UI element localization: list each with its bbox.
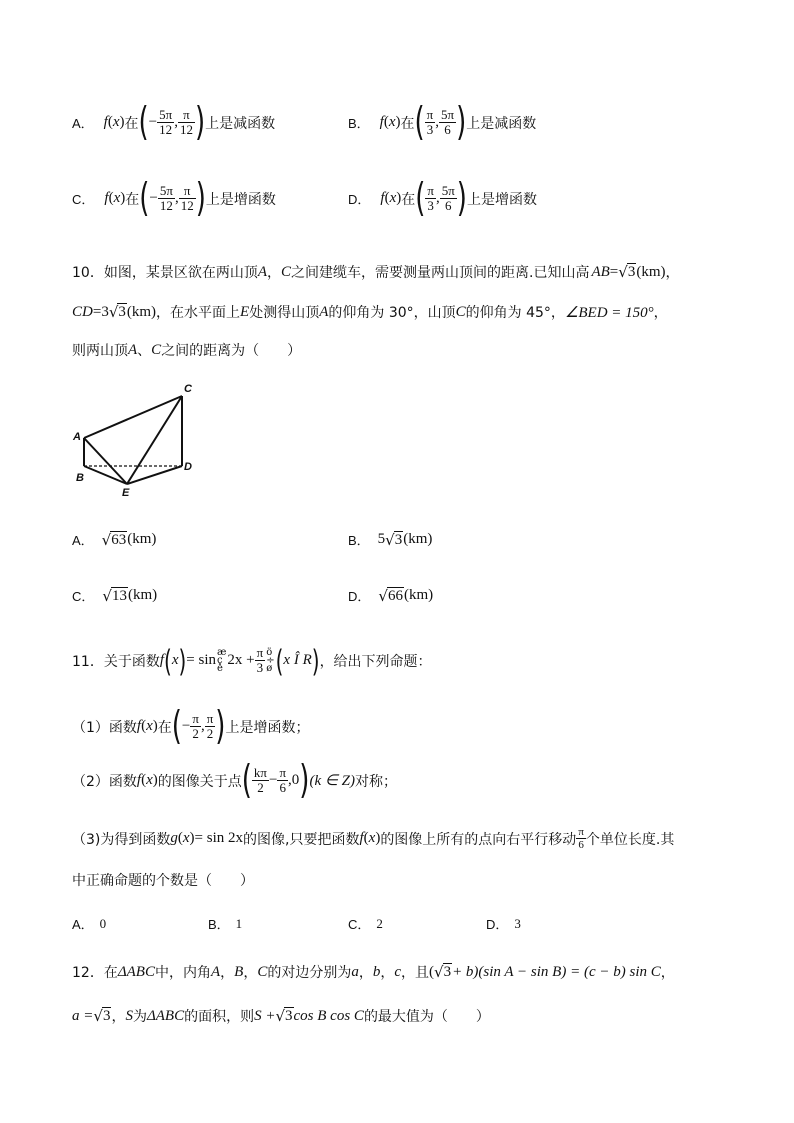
q9-option-d[interactable]: D． f ( x ) 在 ( $\frac{\pi}{3}$ , $\frac{5\pi}{6}$ ) 上是增函数 <box>348 176 537 221</box>
text: 个单位长度.其 <box>585 831 675 848</box>
radicand: 66 <box>387 587 403 604</box>
text: 的图像上所有的点向右平行移动 <box>380 831 577 848</box>
fraction: $\frac{5\pi}{6}$ <box>441 183 455 213</box>
text: （3)为得到函数 <box>72 831 171 848</box>
text: 12．在 <box>72 965 118 981</box>
q11-proposition-3: （3)为得到函数 g ( x ) = sin 2x 的图像,只要把函数 f ( x ) 的图像上所有的点向右平行移动 $\frac{\pi}{6}$ 个单位长度.其 <box>72 826 675 851</box>
mountain-figure <box>70 378 220 503</box>
text: 在 <box>400 115 415 132</box>
var: f <box>159 652 164 668</box>
option-letter: D． <box>348 192 371 207</box>
text: 则两山顶 <box>72 343 128 359</box>
q10-option-d[interactable]: D． √ 66 (km) <box>348 586 434 605</box>
text: 之间的距离为（ ） <box>161 343 302 359</box>
q12-line1: 12．在 ΔABC 中，内角 A ， B ， C 的对边分别为 a ， b ， c ，且 ( √ 3 + b)(sin A − sin B) = (c − b) sin C ， <box>72 963 675 981</box>
text: 为 <box>132 1009 147 1025</box>
text: 的最大值为（ ） <box>363 1009 490 1025</box>
q9-option-a[interactable]: A． f ( x ) 在 ( − $\frac{5\pi}{12}$ , $\frac{\pi}{12}$ ) 上是减函数 <box>72 100 276 145</box>
fraction: $\frac{\pi}{3}$ <box>427 183 434 213</box>
q11-option-c[interactable]: C． 2 <box>348 915 383 932</box>
text: ，且 <box>401 965 429 981</box>
q12-line2: a = √ 3 ， S 为 ΔABC 的面积，则 S + √ 3 cos B cos C 的最大值为（ ） <box>72 1007 490 1025</box>
angle: ∠BED = 150° <box>564 304 654 321</box>
coef: 3 <box>101 303 109 320</box>
label-a: A <box>73 431 81 443</box>
q11-line-last: 中正确命题的个数是（ ） <box>72 873 254 889</box>
q11-stem: 11．关于函数 f ( x ) = sin æ ç è 2x + $\frac{\pi}{3}$ ö ÷ ø ( x Î R ) ，给出下列命题： <box>72 642 432 679</box>
q10-option-a[interactable]: A． √ 63 (km) <box>72 530 157 549</box>
unit: (km) <box>127 531 157 547</box>
text: 11．关于函数 <box>72 653 160 670</box>
text: （1）函数 <box>72 719 137 736</box>
text: 的图像,只要把函数 <box>243 831 360 848</box>
var: x <box>113 190 121 206</box>
triangle: ΔABC <box>117 963 155 980</box>
q10-line2: CD = 3 √ 3 (km) ，在水平面上 E 处测得山顶 A 的仰角为 30°，山顶 C 的仰角为 45°， ∠BED = 150° ， <box>72 303 668 321</box>
text: ，在水平面上 <box>156 305 241 321</box>
option-letter: B． <box>348 533 370 548</box>
text: = <box>609 263 619 280</box>
fraction: $\frac{\pi}{3}$ <box>256 645 264 675</box>
text: 的仰角为 30°，山顶 <box>328 305 456 321</box>
text: 10．如图，某景区欲在两山顶 <box>72 265 258 281</box>
q10-option-b[interactable]: B． 5 √ 3 (km) <box>348 530 433 549</box>
var: AB <box>591 263 610 280</box>
var: A <box>128 341 138 358</box>
var: E <box>240 303 250 320</box>
var: x <box>389 190 397 206</box>
text: ， <box>653 305 668 321</box>
fraction: $\frac{\pi}{12}$ <box>179 107 193 137</box>
q11-proposition-1: （1）函数 f ( x ) 在 ( − $\frac{\pi}{2}$ , $\frac{\pi}{2}$ ) 上是增函数； <box>72 704 310 749</box>
option-letter: B． <box>348 116 370 131</box>
text: 中，内角 <box>154 965 211 981</box>
label-d: D <box>184 461 192 473</box>
fraction: $\frac{\pi}{12}$ <box>180 183 194 213</box>
text: （2）函数 <box>72 773 137 790</box>
text: 上是增函数； <box>225 719 310 736</box>
var: A <box>319 303 329 320</box>
unit: (km) <box>403 531 433 547</box>
q11-option-d[interactable]: D． 3 <box>486 915 521 932</box>
radicand: 63 <box>111 531 127 548</box>
garbled-paren: ö ÷ ø <box>266 646 275 674</box>
label-c: C <box>184 383 192 395</box>
option-letter: A． <box>72 533 94 548</box>
unit: (km) <box>636 263 666 280</box>
text: 在 <box>124 115 139 132</box>
text: ，给出下列命题： <box>319 653 432 670</box>
radicand: 3 <box>627 264 636 280</box>
fraction: $\frac{\pi}{2}$ <box>192 711 199 741</box>
radicand: 3 <box>118 304 126 320</box>
label-b: B <box>76 472 84 484</box>
unit: (km) <box>127 587 158 603</box>
garbled-paren: æ ç è <box>217 646 227 674</box>
q9-option-b[interactable]: B． f ( x ) 在 ( $\frac{\pi}{3}$ , $\frac{5\pi}{6}$ ) 上是减函数 <box>348 100 537 145</box>
condition: (k ∈ Z) <box>309 773 356 789</box>
text: ， <box>111 1009 126 1025</box>
text: 在 <box>125 191 140 208</box>
text: 上是减函数 <box>205 115 276 132</box>
fraction: $\frac{5\pi}{6}$ <box>441 107 455 137</box>
var: A <box>257 263 267 280</box>
label-e: E <box>122 487 130 499</box>
text: 之间建缆车，需要测量两山顶间的距离.已知山高 <box>291 265 590 281</box>
var: x <box>388 114 396 130</box>
text: 处测得山顶 <box>249 305 320 321</box>
var: CD <box>72 303 93 320</box>
unit: (km) <box>403 587 434 603</box>
coef: 5 <box>377 531 386 547</box>
text: 上是减函数 <box>466 115 537 132</box>
text: 的仰角为 45°， <box>465 305 565 321</box>
func-name: f <box>104 190 109 206</box>
fraction: $\frac{\pi}{6}$ <box>578 826 584 851</box>
text: 上是增函数 <box>205 191 276 208</box>
text: 的对边分别为 <box>267 965 352 981</box>
text: 2x + <box>227 652 255 668</box>
q10-line3 <box>72 340 301 360</box>
fraction: $\frac{5\pi}{12}$ <box>159 183 173 213</box>
q11-proposition-2: （2）函数 f ( x ) 的图像关于点 ( $\frac{k\pi}{2}$ − $\frac{\pi}{6}$ ,0 ) (k ∈ Z) 对称； <box>72 758 398 803</box>
text: 的面积，则 <box>184 1009 255 1025</box>
option-letter: D． <box>348 589 371 604</box>
text: 在 <box>401 191 416 208</box>
option-letter: C． <box>72 192 95 207</box>
func-name: f <box>380 190 385 206</box>
text: 对称； <box>355 773 398 790</box>
unit: (km) <box>126 303 157 320</box>
radicand: 3 <box>394 531 403 548</box>
var: C <box>455 303 466 320</box>
option-letter: A． <box>72 116 94 131</box>
domain: x Î R <box>283 652 312 668</box>
var: x <box>112 114 120 130</box>
text: 、 <box>137 343 152 359</box>
option-letter: C． <box>72 589 95 604</box>
func-name: f <box>103 114 108 130</box>
q9-option-c[interactable]: C． f ( x ) 在 ( − $\frac{5\pi}{12}$ , $\frac{\pi}{12}$ ) 上是增函数 <box>72 176 276 221</box>
fraction: $\frac{\pi}{3}$ <box>426 107 434 137</box>
q10-line1: 10．如图，某景区欲在两山顶 A ， C 之间建缆车，需要测量两山顶间的距离.已知山高 AB = √ 3 (km) ， <box>72 263 680 281</box>
equation: + b)(sin A − sin B) = (c − b) sin C <box>452 963 661 980</box>
text: 上是增函数 <box>466 191 537 208</box>
text: 在 <box>157 719 172 736</box>
var: C <box>281 263 292 280</box>
q11-option-a[interactable]: A． 0 <box>72 915 107 932</box>
text: 的图像关于点 <box>157 773 242 790</box>
text: = sin <box>186 652 217 668</box>
text: ， <box>267 265 281 281</box>
fraction: $\frac{5\pi}{12}$ <box>159 107 173 137</box>
text: ， <box>665 265 680 281</box>
q11-option-b[interactable]: B． 1 <box>208 915 243 932</box>
fraction: $\frac{\pi}{6}$ <box>279 765 287 795</box>
radicand: 13 <box>111 587 127 604</box>
fraction: $\frac{k\pi}{2}$ <box>253 765 267 795</box>
var: C <box>151 341 162 358</box>
fraction: $\frac{\pi}{2}$ <box>206 711 214 741</box>
func-name: f <box>379 114 384 130</box>
q10-option-c[interactable]: C． √ 13 (km) <box>72 586 158 605</box>
text: = <box>92 303 102 320</box>
var: x <box>171 652 179 668</box>
